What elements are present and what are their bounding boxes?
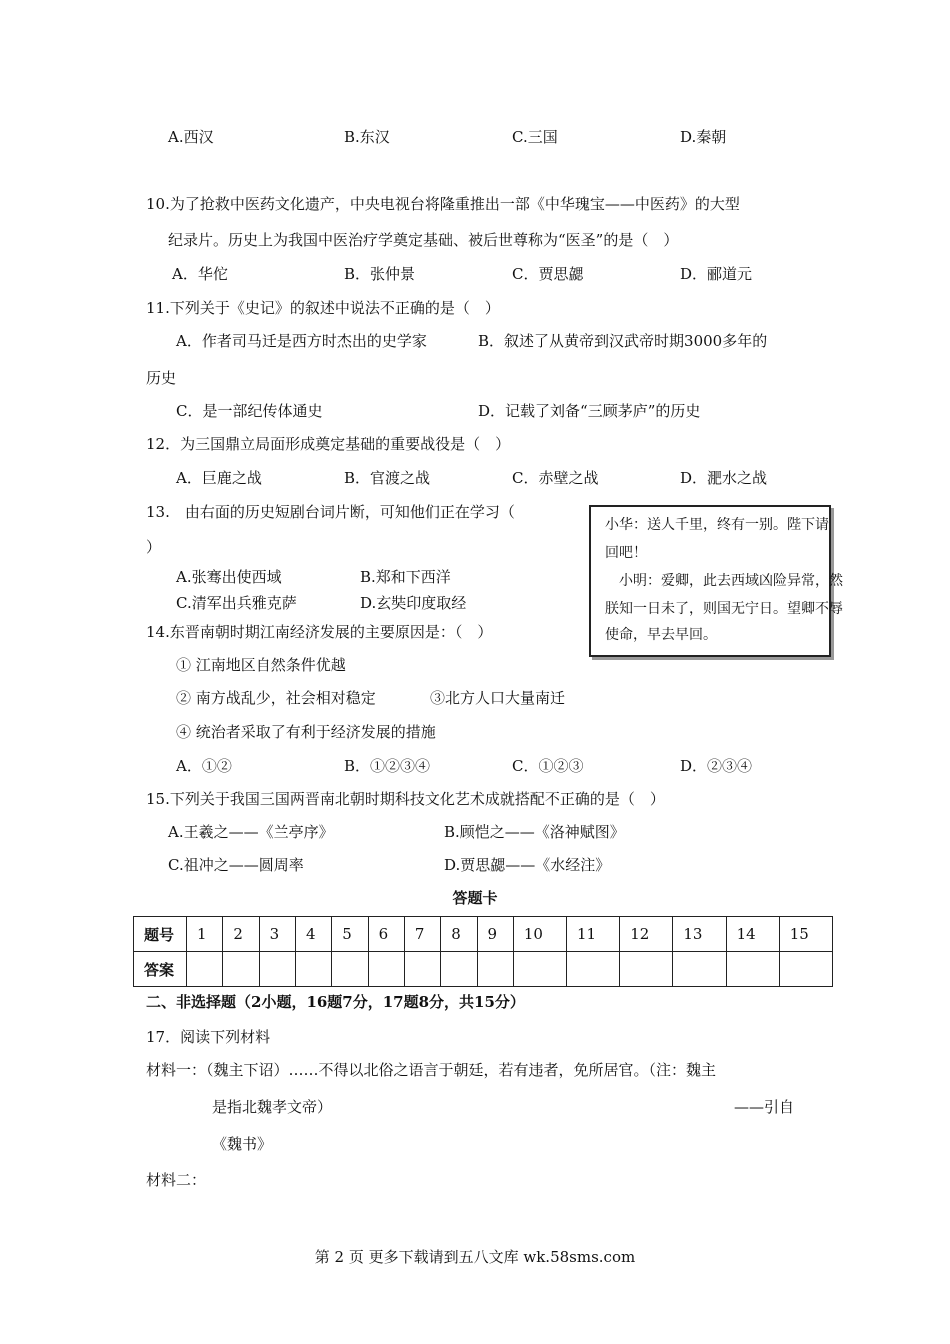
number-cell: 10 <box>513 917 566 952</box>
q14-item-1: ① 江南地区自然条件优越 <box>176 656 346 674</box>
number-cell: 7 <box>404 917 440 952</box>
number-cell: 9 <box>477 917 513 952</box>
answer-cell[interactable] <box>404 952 440 987</box>
answer-cell[interactable] <box>187 952 223 987</box>
q14-item-3: ③北方人口大量南迁 <box>430 689 566 707</box>
answer-cell[interactable] <box>295 952 331 987</box>
q14-option-b: B．①②③④ <box>344 757 431 775</box>
q17-source-prefix: ——引自 <box>734 1098 795 1116</box>
answer-cell[interactable] <box>779 952 832 987</box>
q17-stem: 17．阅读下列材料 <box>146 1028 271 1046</box>
q11-option-a: A．作者司马迁是西方时杰出的史学家 <box>176 332 427 350</box>
q14-stem: 14.东晋南朝时期江南经济发展的主要原因是：（ ） <box>146 623 493 641</box>
answer-cell[interactable] <box>567 952 620 987</box>
number-cell: 4 <box>295 917 331 952</box>
section-2-heading: 二、非选择题（2小题，16题7分，17题8分，共15分） <box>146 993 525 1011</box>
q11-stem: 11.下列关于《史记》的叙述中说法不正确的是（ ） <box>146 299 500 317</box>
answer-card-answer-row <box>134 952 833 987</box>
q10-option-a: A．华佗 <box>172 265 228 283</box>
q17-material1-line2: 是指北魏孝文帝） <box>212 1098 333 1116</box>
q13-option-c: C.清军出兵雅克萨 <box>176 594 297 612</box>
q12-option-c: C．赤壁之战 <box>512 469 599 487</box>
q9-option-c: C.三国 <box>512 128 558 146</box>
q14-item-2: ② 南方战乱少，社会相对稳定 <box>176 689 376 707</box>
answer-cell[interactable] <box>477 952 513 987</box>
q14-option-c: C．①②③ <box>512 757 584 775</box>
q14-item-4: ④ 统治者采取了有利于经济发展的措施 <box>176 723 436 741</box>
answer-cell[interactable] <box>513 952 566 987</box>
number-cell: 2 <box>223 917 259 952</box>
answer-cell[interactable] <box>332 952 368 987</box>
q10-stem-line2: 纪录片。历史上为我国中医治疗学奠定基础、被后世尊称为“医圣”的是（ ） <box>168 231 679 249</box>
q10-option-b: B．张仲景 <box>344 265 416 283</box>
page-footer: 第 2 页 更多下载请到五八文库 wk.58sms.com <box>314 1248 636 1266</box>
answer-card-table <box>133 916 833 987</box>
q17-material2-label: 材料二： <box>146 1171 207 1189</box>
number-cell: 14 <box>726 917 779 952</box>
q13-stem-line1: 13. 由右面的历史短剧台词片断，可知他们正在学习（ <box>146 503 515 521</box>
number-cell: 11 <box>567 917 620 952</box>
q9-option-b: B.东汉 <box>344 128 390 146</box>
number-cell: 6 <box>368 917 404 952</box>
q15-option-c: C.祖冲之——圆周率 <box>168 856 304 874</box>
q14-option-d: D．②③④ <box>680 757 753 775</box>
q10-option-d: D．郦道元 <box>680 265 753 283</box>
dialog-line-4: 朕知一日未了，则国无宁日。望卿不辱 <box>605 601 843 617</box>
q9-option-a: A.西汉 <box>168 128 214 146</box>
answer-cell[interactable] <box>259 952 295 987</box>
q15-option-a: A.王羲之——《兰亭序》 <box>168 823 334 841</box>
q9-option-d: D.秦朝 <box>680 128 727 146</box>
q13-stem-line2: ） <box>146 538 162 556</box>
q10-stem-line1: 10.为了抢救中医药文化遗产，中央电视台将隆重推出一部《中华瑰宝——中医药》的大型 <box>146 195 740 213</box>
q14-option-a: A．①② <box>176 757 232 775</box>
q12-option-b: B．官渡之战 <box>344 469 431 487</box>
q11-option-b: B．叙述了从黄帝到汉武帝时期3000多年的 <box>478 332 768 350</box>
q13-option-b: B.郑和下西洋 <box>360 568 451 586</box>
drama-dialog-box <box>589 505 843 657</box>
q12-option-a: A．巨鹿之战 <box>176 469 262 487</box>
number-cell: 15 <box>779 917 832 952</box>
answer-cell[interactable] <box>368 952 404 987</box>
dialog-line-2: 回吧！ <box>605 545 647 561</box>
number-cell: 1 <box>187 917 223 952</box>
answer-card-number-row <box>134 917 833 952</box>
q10-option-c: C．贾思勰 <box>512 265 584 283</box>
q11-option-b-continued: 历史 <box>146 369 177 387</box>
q15-option-b: B.顾恺之——《洛神赋图》 <box>444 823 625 841</box>
q17-material1-line1: 材料一：（魏主下诏）……不得以北俗之语言于朝廷，若有违者，免所居官。（注：魏主 <box>146 1061 717 1079</box>
answer-row-label: 答案 <box>134 952 187 987</box>
q11-option-c: C．是一部纪传体通史 <box>176 402 323 420</box>
answer-card-title: 答题卡 <box>452 889 498 907</box>
answer-cell[interactable] <box>620 952 673 987</box>
dialog-line-5: 使命，早去早回。 <box>605 627 717 643</box>
number-cell: 12 <box>620 917 673 952</box>
q12-option-d: D．淝水之战 <box>680 469 768 487</box>
q15-stem: 15.下列关于我国三国两晋南北朝时期科技文化艺术成就搭配不正确的是（ ） <box>146 790 665 808</box>
number-row-label: 题号 <box>134 917 187 952</box>
answer-cell[interactable] <box>673 952 726 987</box>
answer-cell[interactable] <box>223 952 259 987</box>
answer-cell[interactable] <box>441 952 477 987</box>
dialog-line-3: 小明：爱卿，此去西域凶险异常，然 <box>605 573 843 589</box>
dialog-line-1: 小华：送人千里，终有一别。陛下请 <box>605 517 829 533</box>
q12-stem: 12．为三国鼎立局面形成奠定基础的重要战役是（ ） <box>146 435 511 453</box>
q11-option-d: D．记载了刘备“三顾茅庐”的历史 <box>478 402 701 420</box>
answer-cell[interactable] <box>726 952 779 987</box>
q15-option-d: D.贾思勰——《水经注》 <box>444 856 611 874</box>
number-cell: 13 <box>673 917 726 952</box>
number-cell: 5 <box>332 917 368 952</box>
number-cell: 3 <box>259 917 295 952</box>
q13-option-d: D.玄奘印度取经 <box>360 594 467 612</box>
q17-source-book: 《魏书》 <box>212 1135 273 1153</box>
q13-option-a: A.张骞出使西域 <box>176 568 282 586</box>
number-cell: 8 <box>441 917 477 952</box>
